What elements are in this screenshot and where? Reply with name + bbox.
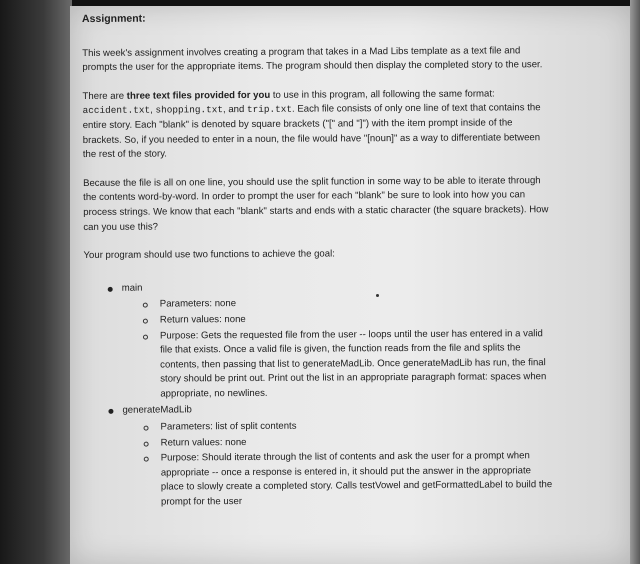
detail-item (122, 327, 554, 403)
function-item-main (84, 279, 555, 403)
files-text-sep2: , and (222, 104, 248, 116)
circle-bullet-icon (143, 319, 148, 324)
detail-item (123, 434, 555, 451)
intro-paragraph: This week's assignment involves creating a program that takes in a Mad Libs template as a text file and prompts the user for the appropriate items. The program should then display the completed story to the user. (82, 44, 543, 74)
function-details (122, 418, 555, 510)
function-item-generatemadlib (84, 402, 555, 511)
assignment-document (82, 9, 555, 512)
file-name-shopping: shopping.txt (155, 104, 224, 116)
goal-paragraph: Your program should use two functions to achieve the goal: (83, 248, 335, 262)
detail-text: Purpose: Should iterate through the list of contents and ask the user for a prompt when appropriate -- once a response is entered in, it should put the answer in the appropriate place to slowly create a completed story. Calls testVowel and getFormattedLabel to build the prompt for the user (160, 450, 553, 508)
bullet-icon (108, 287, 113, 292)
files-text-post: . Each file consists of only one line of text that contains the entire story. Each "blank" is denoted by square brackets ("[" and "]") with the item prompt inside of the brackets. So, if you needed to enter in a noun, the file would have "[noun]" as a way to differentiate between the rest of the story. (82, 102, 541, 161)
mouse-cursor-icon (376, 294, 379, 297)
file-name-accident: accident.txt (82, 104, 151, 117)
left-bezel (0, 0, 72, 564)
circle-bullet-icon (144, 441, 149, 446)
detail-item (123, 449, 555, 510)
detail-item (122, 418, 554, 435)
detail-text: Return values: none (159, 313, 246, 326)
detail-text: Purpose: Gets the requested file from the user -- loops until the user has entered in a valid file that exists. Once a valid file is given, the function reads from the file and splits the contents, then passing that list to generateMadLib. Once generateMadLib has run, the final story should be print out. Print out the list in an appropriate paragraph format: spaces when appropriate, no newlines. (159, 327, 547, 400)
files-text-mid: to use in this program, all following the same format: (270, 88, 495, 101)
files-text-bold: three text files provided for you (126, 89, 271, 102)
circle-bullet-icon (144, 426, 149, 431)
detail-text: Parameters: none (159, 298, 237, 310)
function-list (84, 279, 555, 511)
function-name: generateMadLib (122, 404, 192, 417)
function-name: main (121, 282, 143, 294)
split-paragraph: Because the file is all on one line, you should use the split function in some way to be able to iterate through the contents word-by-word. In order to prompt the user for each "blank" be sure to look into how you can process strings. We know that each "blank" starts and ends with a static character (the square brackets). How can you use this? (83, 174, 549, 233)
function-details (122, 295, 555, 402)
detail-item (122, 295, 554, 312)
circle-bullet-icon (143, 334, 148, 339)
detail-item (122, 311, 554, 328)
files-text-pre: There are (82, 90, 127, 102)
files-paragraph (82, 87, 552, 163)
files-text-sep1: , (150, 104, 156, 116)
detail-text: Parameters: list of split contents (160, 420, 297, 433)
assignment-title: Assignment: (82, 12, 146, 25)
circle-bullet-icon (144, 457, 149, 462)
bullet-icon (108, 409, 113, 414)
file-name-trip: trip.txt (246, 104, 293, 116)
detail-text: Return values: none (160, 436, 247, 449)
right-bezel (630, 0, 640, 564)
circle-bullet-icon (143, 303, 148, 308)
